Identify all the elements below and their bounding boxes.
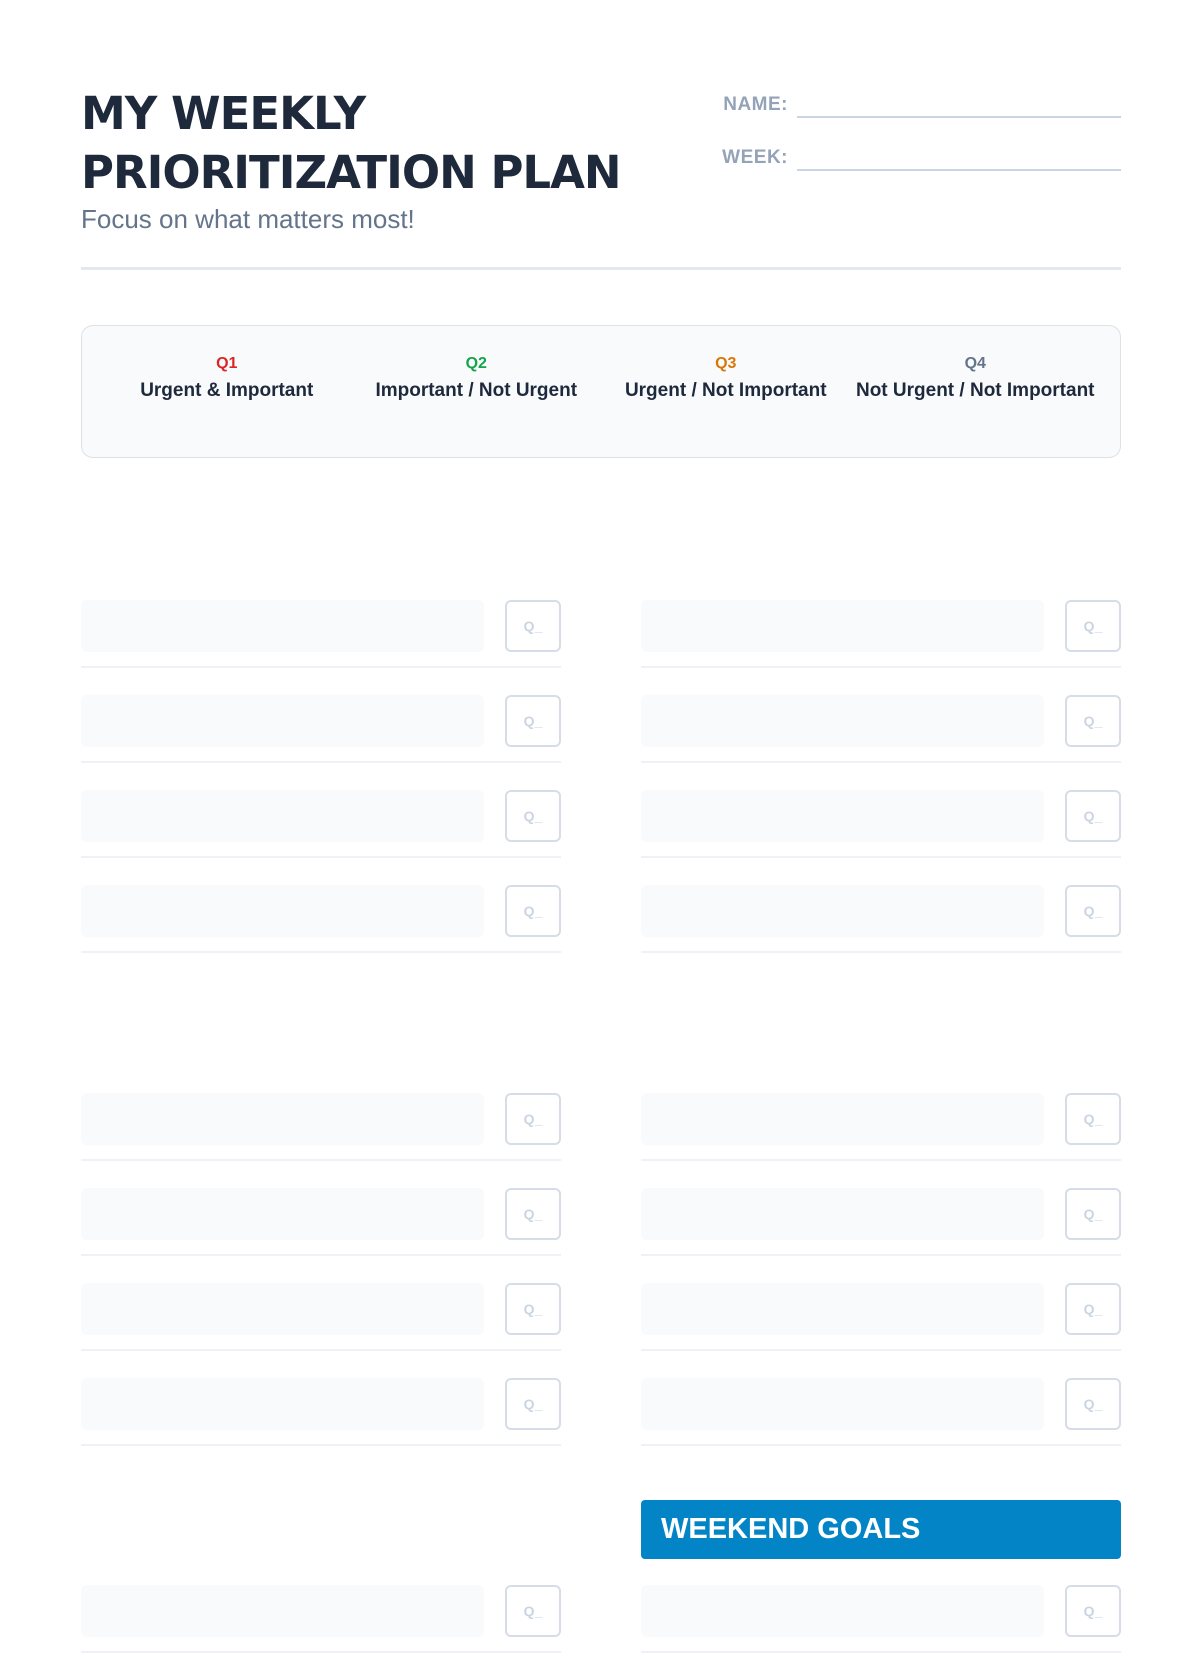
task-divider (641, 951, 1121, 953)
task-priority-button[interactable]: Q_ (1065, 600, 1121, 652)
page-title (81, 84, 681, 202)
task-divider (81, 1159, 561, 1161)
legend-q2-label: Important / Not Urgent (375, 380, 578, 401)
task-input[interactable] (641, 790, 1044, 842)
task-row (641, 1283, 1121, 1378)
task-divider (641, 1651, 1121, 1653)
task-priority-button[interactable]: Q_ (505, 1283, 561, 1335)
task-divider (81, 1651, 561, 1653)
task-priority-button[interactable]: Q_ (1065, 885, 1121, 937)
task-input[interactable] (641, 1283, 1044, 1335)
task-row (81, 1093, 561, 1188)
task-row (641, 790, 1121, 885)
task-input[interactable] (81, 1378, 484, 1430)
legend-q4 (851, 326, 1101, 457)
task-row (81, 790, 561, 885)
task-block-bottom-left (81, 1093, 561, 1473)
task-divider (641, 1444, 1121, 1446)
task-divider (81, 951, 561, 953)
task-divider (81, 856, 561, 858)
task-input[interactable] (81, 695, 484, 747)
legend-q3-label: Urgent / Not Important (624, 380, 827, 401)
task-priority-button[interactable]: Q_ (505, 1093, 561, 1145)
task-row (81, 885, 561, 980)
page-subtitle: Focus on what matters most! (81, 204, 415, 234)
task-priority-button[interactable]: Q_ (505, 600, 561, 652)
task-block-extra-left (81, 1585, 561, 1680)
task-priority-button[interactable]: Q_ (505, 1585, 561, 1637)
task-input[interactable] (81, 790, 484, 842)
task-divider (641, 1349, 1121, 1351)
task-input[interactable] (81, 600, 484, 652)
legend-q4-label: Not Urgent / Not Important (855, 380, 1095, 401)
legend-q1 (102, 326, 352, 457)
task-priority-button[interactable]: Q_ (1065, 695, 1121, 747)
task-block-bottom-right (641, 1093, 1121, 1473)
name-field[interactable] (797, 88, 1121, 118)
task-input[interactable] (641, 1093, 1044, 1145)
task-input[interactable] (81, 1283, 484, 1335)
legend-q1-label: Urgent & Important (140, 380, 314, 401)
task-row (641, 885, 1121, 980)
task-input[interactable] (81, 1188, 484, 1240)
task-block-top-right (641, 600, 1121, 980)
task-row (81, 600, 561, 695)
task-divider (641, 1159, 1121, 1161)
task-divider (641, 1254, 1121, 1256)
task-divider (641, 666, 1121, 668)
title-line-2: PRIORITIZATION PLAN (81, 146, 621, 199)
title-line-1: MY WEEKLY (81, 87, 366, 140)
task-row (641, 1585, 1121, 1680)
task-divider (81, 666, 561, 668)
task-input[interactable] (641, 1188, 1044, 1240)
task-input[interactable] (81, 885, 484, 937)
task-input[interactable] (641, 1378, 1044, 1430)
task-row (81, 1283, 561, 1378)
header-divider (81, 267, 1121, 270)
planner-page (81, 0, 1121, 1619)
name-label: NAME: (723, 94, 788, 115)
task-divider (641, 761, 1121, 763)
task-priority-button[interactable]: Q_ (505, 790, 561, 842)
quadrant-legend (81, 325, 1121, 458)
task-input[interactable] (81, 1585, 484, 1637)
task-row (81, 1585, 561, 1680)
week-field[interactable] (797, 141, 1121, 171)
task-row (641, 1188, 1121, 1283)
task-input[interactable] (81, 1093, 484, 1145)
legend-q3-code: Q3 (715, 355, 737, 372)
task-priority-button[interactable]: Q_ (1065, 1093, 1121, 1145)
name-row (716, 88, 1121, 118)
legend-q3 (601, 326, 851, 457)
task-input[interactable] (641, 1585, 1044, 1637)
task-priority-button[interactable]: Q_ (505, 1378, 561, 1430)
task-block-top-left (81, 600, 561, 980)
task-priority-button[interactable]: Q_ (1065, 1378, 1121, 1430)
task-divider (81, 1349, 561, 1351)
legend-q2-code: Q2 (465, 355, 487, 372)
task-row (81, 1188, 561, 1283)
task-priority-button[interactable]: Q_ (505, 695, 561, 747)
task-input[interactable] (641, 600, 1044, 652)
task-row (641, 600, 1121, 695)
task-divider (81, 761, 561, 763)
task-divider (641, 856, 1121, 858)
task-row (81, 1378, 561, 1473)
legend-q4-code: Q4 (964, 355, 986, 372)
legend-q1-code: Q1 (216, 355, 238, 372)
task-row (641, 695, 1121, 790)
task-divider (81, 1254, 561, 1256)
task-input[interactable] (641, 885, 1044, 937)
task-divider (81, 1444, 561, 1446)
week-label: WEEK: (722, 147, 788, 168)
task-priority-button[interactable]: Q_ (1065, 1188, 1121, 1240)
weekend-goals-banner: WEEKEND GOALS (641, 1500, 1121, 1559)
task-priority-button[interactable]: Q_ (505, 1188, 561, 1240)
task-priority-button[interactable]: Q_ (1065, 1585, 1121, 1637)
task-row (81, 695, 561, 790)
task-block-extra-right (641, 1585, 1121, 1680)
task-row (641, 1378, 1121, 1473)
task-priority-button[interactable]: Q_ (505, 885, 561, 937)
task-priority-button[interactable]: Q_ (1065, 790, 1121, 842)
task-priority-button[interactable]: Q_ (1065, 1283, 1121, 1335)
legend-q2 (352, 326, 602, 457)
week-row (716, 141, 1121, 171)
task-input[interactable] (641, 695, 1044, 747)
task-row (641, 1093, 1121, 1188)
